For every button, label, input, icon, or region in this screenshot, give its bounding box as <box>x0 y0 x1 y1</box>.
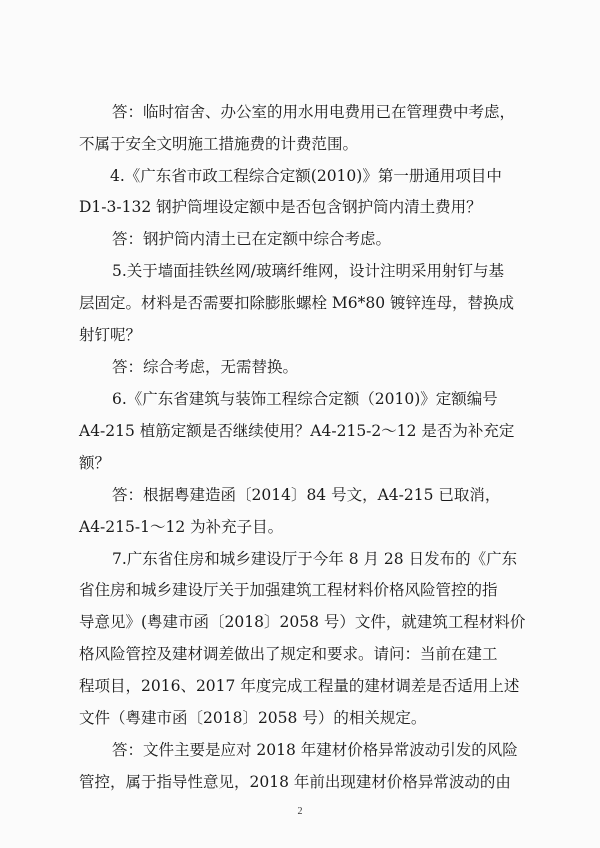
text-line: A4-215 植筋定额是否继续使用？A4-215-2～12 是否为补充定 <box>79 422 515 440</box>
text-line: 导意见》(粤建市函〔2018〕2058 号）文件，就建筑工程材料价 <box>79 613 526 631</box>
page-number: 2 <box>297 806 303 817</box>
text-line: A4-215-1～12 为补充子目。 <box>79 518 284 536</box>
text-line: 文件（粤建市函〔2018〕2058 号）的相关规定。 <box>79 709 427 727</box>
text-line: 答：临时宿舍、办公室的用水用电费用已在管理费中考虑， <box>112 103 516 121</box>
text-line: 7.广东省住房和城乡建设厅于今年 8 月 28 日发布的《广东 <box>112 550 518 568</box>
text-line: 不属于安全文明施工措施费的计费范围。 <box>79 135 359 153</box>
text-line: D1-3-132 钢护筒埋设定额中是否包含钢护筒内清土费用？ <box>79 198 482 216</box>
text-line: 6.《广东省建筑与装饰工程综合定额（2010)》定额编号 <box>112 390 498 408</box>
text-line: 答：钢护筒内清土已在定额中综合考虑。 <box>112 230 392 248</box>
text-line: 射钉呢？ <box>79 326 142 344</box>
text-line: 答：综合考虑，无需替换。 <box>112 358 299 376</box>
text-line: 层固定。材料是否需要扣除膨胀螺栓 M6*80 镀锌连母，替换成 <box>79 294 515 312</box>
text-line: 格风险管控及建材调差做出了规定和要求。请问：当前在建工 <box>79 645 498 663</box>
text-line: 5.关于墙面挂铁丝网/玻璃纤维网，设计注明采用射钉与基 <box>112 262 505 280</box>
text-line: 答：根据粤建造函〔2014〕84 号文，A4-215 已取消， <box>112 486 501 504</box>
text-line: 省住房和城乡建设厅关于加强建筑工程材料价格风险管控的指 <box>79 581 498 599</box>
text-line: 程项目，2016、2017 年度完成工程量的建材调差是否适用上述 <box>79 677 520 695</box>
text-line: 额？ <box>79 454 111 472</box>
text-line: 4.《广东省市政工程综合定额(2010)》第一册通用项目中 <box>110 167 502 185</box>
text-line: 管控，属于指导性意见，2018 年前出现建材价格异常波动的由 <box>79 773 511 791</box>
text-line: 答：文件主要是应对 2018 年建材价格异常波动引发的风险 <box>112 741 518 759</box>
